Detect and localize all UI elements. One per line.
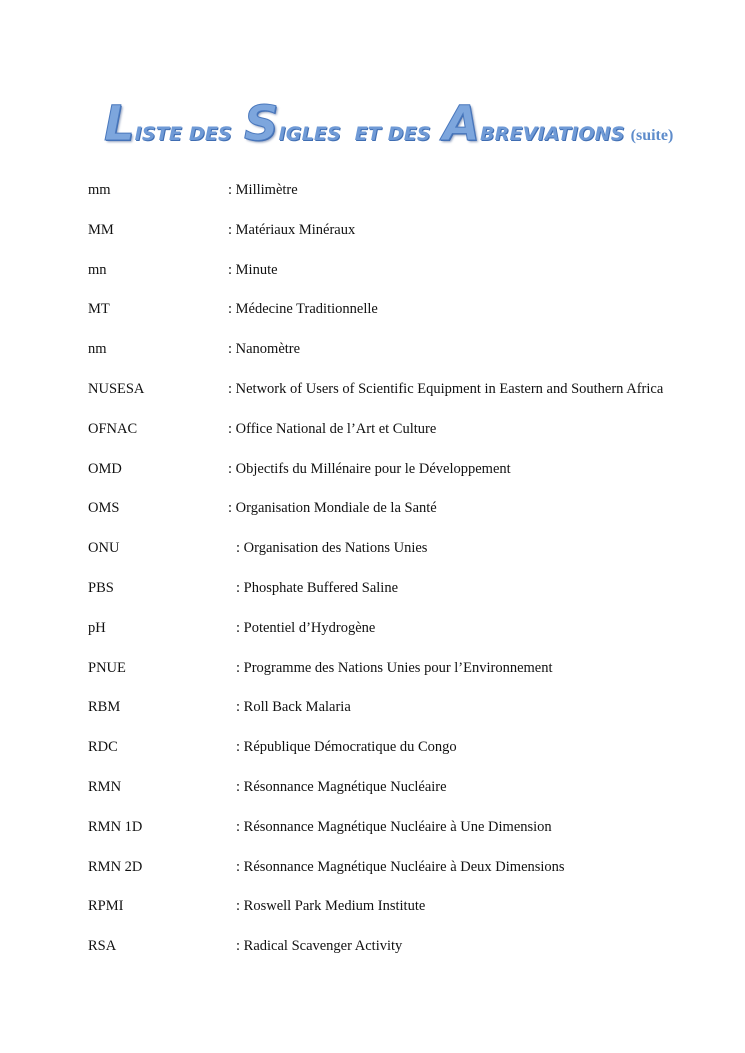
abbreviation: OFNAC xyxy=(88,420,138,437)
list-item xyxy=(88,738,708,778)
definition: : Objectifs du Millénaire pour le Développement xyxy=(228,460,511,477)
list-item xyxy=(88,818,708,858)
definition: : Organisation des Nations Unies xyxy=(236,540,428,557)
abbreviation: mn xyxy=(88,261,107,278)
abbreviation: nm xyxy=(88,341,107,358)
abbreviation: RDC xyxy=(88,739,118,756)
abbreviation-list xyxy=(88,181,708,977)
list-item xyxy=(88,420,708,460)
title-word-liste-des: ISTE DES xyxy=(134,123,232,145)
abbreviation: MM xyxy=(88,221,114,238)
abbreviation: MT xyxy=(88,301,110,318)
definition: : République Démocratique du Congo xyxy=(236,739,457,756)
title-initial-a: A xyxy=(442,96,480,152)
list-item xyxy=(88,221,708,261)
title-suffix-suite: (suite) xyxy=(630,127,674,144)
abbreviation: OMD xyxy=(88,460,122,477)
definition: : Roll Back Malaria xyxy=(236,699,351,716)
list-item xyxy=(88,261,708,301)
abbreviation: RMN xyxy=(88,778,122,795)
definition: : Phosphate Buffered Saline xyxy=(236,579,399,596)
definition: : Radical Scavenger Activity xyxy=(236,938,403,955)
abbreviation: PNUE xyxy=(88,659,126,676)
abbreviation: PBS xyxy=(88,579,114,596)
abbreviation: RBM xyxy=(88,699,121,716)
list-item xyxy=(88,619,708,659)
list-item xyxy=(88,897,708,937)
abbreviation: ONU xyxy=(88,540,120,557)
list-item xyxy=(88,778,708,818)
abbreviation: RSA xyxy=(88,938,117,955)
definition: : Roswell Park Medium Institute xyxy=(236,898,426,915)
list-item xyxy=(88,181,708,221)
definition: : Résonnance Magnétique Nucléaire à Deux Dimensions xyxy=(236,858,565,875)
abbreviation: mm xyxy=(88,182,111,198)
abbreviation: RMN 1D xyxy=(88,818,143,835)
definition: : Office National de l’Art et Culture xyxy=(228,420,437,437)
list-item xyxy=(88,858,708,898)
definition: : Millimètre xyxy=(228,182,298,198)
list-item xyxy=(88,499,708,539)
definition: : Matériaux Minéraux xyxy=(228,221,356,238)
definition: : Potentiel d’Hydrogène xyxy=(236,619,376,636)
title-word-sigles-et-des: IGLES ET DES xyxy=(278,123,431,145)
list-item xyxy=(88,579,708,619)
definition: : Network of Users of Scientific Equipment in Eastern and Southern Africa xyxy=(228,380,664,397)
list-item xyxy=(88,937,708,977)
list-item xyxy=(88,380,708,420)
abbreviation: OMS xyxy=(88,500,120,517)
definition: : Nanomètre xyxy=(228,341,301,358)
abbreviation: pH xyxy=(88,619,106,636)
definition: : Minute xyxy=(228,261,278,278)
definition: : Résonnance Magnétique Nucléaire xyxy=(236,778,447,795)
title-word-abreviations: BREVIATIONS xyxy=(479,123,625,145)
abbreviation: RPMI xyxy=(88,898,124,915)
abbreviation: NUSESA xyxy=(88,380,145,397)
list-item xyxy=(88,460,708,500)
list-item xyxy=(88,300,708,340)
list-item xyxy=(88,539,708,579)
definition: : Médecine Traditionnelle xyxy=(228,301,378,318)
definition: : Résonnance Magnétique Nucléaire à Une Dimension xyxy=(236,818,552,835)
title-initial-s: S xyxy=(243,96,279,152)
list-item xyxy=(88,340,708,380)
title-initial-l: L xyxy=(104,96,135,152)
definition: : Organisation Mondiale de la Santé xyxy=(228,500,437,517)
definition: : Programme des Nations Unies pour l’Environnement xyxy=(236,659,553,676)
list-item xyxy=(88,698,708,738)
list-item xyxy=(88,659,708,699)
page-title xyxy=(104,96,734,160)
abbreviation: RMN 2D xyxy=(88,858,143,875)
